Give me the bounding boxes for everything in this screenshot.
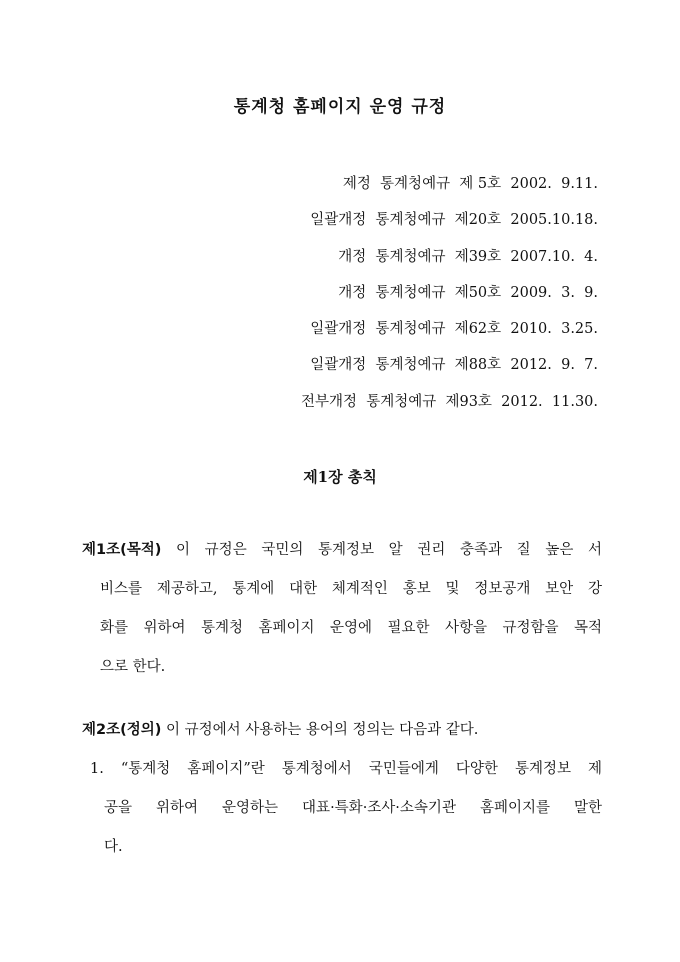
article-line — [82, 538, 602, 577]
history-line: 일괄개정 통계청예규 제88호 2012. 9. 7. — [310, 357, 598, 374]
history-line: 개정 통계청예규 제39호 2007.10. 4. — [338, 248, 598, 265]
article-line: 화를 위하여 통계청 홈페이지 운영에 필요한 사항을 규정함을 목적 — [100, 620, 602, 636]
list-item-line: 공을 위하여 운영하는 대표·특화·조사·소속기관 홈페이지를 말한 — [104, 800, 602, 816]
history-line: 개정 통계청예규 제50호 2009. 3. 9. — [338, 284, 598, 301]
article-line: 비스를 제공하고, 통계에 대한 체계적인 홍보 및 정보공개 보안 강 — [100, 581, 602, 597]
list-item-line: 1. “통계청 홈페이지”란 통계청에서 국민들에게 다양한 통계정보 제 — [90, 761, 602, 777]
article-2 — [82, 718, 602, 874]
article-1 — [82, 538, 602, 694]
article-heading: 제2조(정의) — [82, 722, 162, 738]
article-heading: 제1조(목적) — [82, 542, 162, 558]
article-text: 이 규정에서 사용하는 용어의 정의는 다음과 같다. — [161, 722, 479, 738]
revision-history — [301, 172, 598, 426]
article-text: 이 규정은 국민의 통계정보 알 권리 충족과 질 높은 서 — [161, 542, 602, 558]
history-line: 일괄개정 통계청예규 제20호 2005.10.18. — [310, 212, 598, 229]
article-line: 으로 한다. — [100, 659, 166, 675]
article-line — [82, 718, 602, 757]
list-item-line: 다. — [104, 839, 123, 855]
chapter-title: 제1장 총칙 — [303, 468, 377, 486]
history-line: 일괄개정 통계청예규 제62호 2010. 3.25. — [310, 321, 598, 338]
history-line: 제정 통계청예규 제 5호 2002. 9.11. — [342, 176, 598, 192]
document-title: 통계청 홈페이지 운영 규정 — [233, 97, 447, 117]
history-line: 전부개정 통계청예규 제93호 2012. 11.30. — [300, 393, 598, 410]
